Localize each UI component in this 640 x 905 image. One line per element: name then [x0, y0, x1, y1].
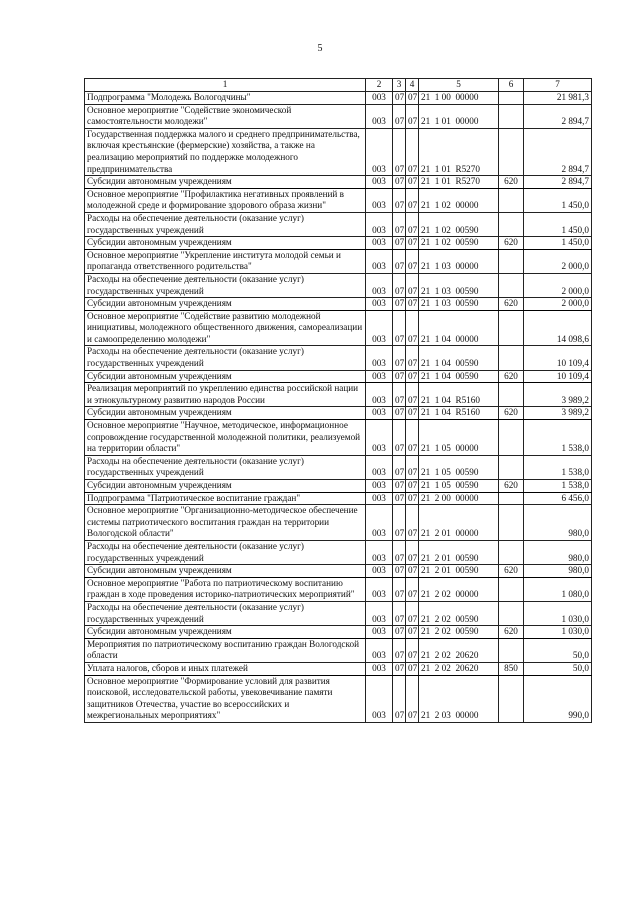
row-rz-cell: 07	[393, 104, 406, 128]
row-pr-cell: 07	[406, 420, 419, 456]
row-name-cell: Реализация мероприятий по укреплению единства российской нации и этнокультурному развитию народов России	[85, 383, 366, 407]
row-name-cell: Субсидии автономным учреждениям	[85, 176, 366, 189]
row-name-cell: Расходы на обеспечение деятельности (оказание услуг) государственных учреждений	[85, 212, 366, 236]
row-rz-cell: 07	[393, 492, 406, 505]
row-name-cell: Государственная поддержка малого и среднего предпринимательства, включая крестьянские (фермерские) хозяйства, а также на реализацию мероприятий по поддержке молодежного предпринимательства	[85, 128, 366, 175]
table-header	[85, 79, 592, 92]
row-amount-cell: 10 109,4	[524, 370, 592, 383]
table-row	[85, 505, 592, 541]
row-csr-cell: 21 2 01 00590	[419, 540, 499, 564]
row-grbs-cell: 003	[366, 407, 393, 420]
row-csr-cell: 21 2 02 00000	[419, 577, 499, 601]
table-row	[85, 237, 592, 250]
row-name-cell: Субсидии автономным учреждениям	[85, 370, 366, 383]
row-vr-cell	[499, 675, 524, 722]
row-vr-cell	[499, 92, 524, 105]
header-row	[85, 79, 592, 92]
row-amount-cell: 980,0	[524, 540, 592, 564]
row-name-cell: Подпрограмма "Патриотическое воспитание граждан"	[85, 492, 366, 505]
row-rz-cell: 07	[393, 505, 406, 541]
row-pr-cell: 07	[406, 565, 419, 578]
row-name-cell: Основное мероприятие "Организационно-методическое обеспечение системы патриотического воспитания граждан на территории Вологодской области"	[85, 505, 366, 541]
row-vr-cell	[499, 273, 524, 297]
row-grbs-cell: 003	[366, 505, 393, 541]
header-cell-grbs: 2	[366, 79, 393, 92]
row-vr-cell: 620	[499, 298, 524, 311]
row-amount-cell: 1 538,0	[524, 455, 592, 479]
row-name-cell: Основное мероприятие "Содействие развитию молодежной инициативы, молодежного общественного движения, самореализации и самоопределению молодежи"	[85, 310, 366, 346]
row-amount-cell: 2 894,7	[524, 176, 592, 189]
row-rz-cell: 07	[393, 638, 406, 662]
row-grbs-cell: 003	[366, 104, 393, 128]
row-rz-cell: 07	[393, 273, 406, 297]
row-vr-cell	[499, 420, 524, 456]
table-row	[85, 383, 592, 407]
row-vr-cell	[499, 128, 524, 175]
row-rz-cell: 07	[393, 480, 406, 493]
row-rz-cell: 07	[393, 420, 406, 456]
row-csr-cell: 21 1 01 00000	[419, 104, 499, 128]
table-row	[85, 407, 592, 420]
row-grbs-cell: 003	[366, 370, 393, 383]
header-cell-csr: 5	[419, 79, 499, 92]
row-vr-cell: 620	[499, 370, 524, 383]
table-row	[85, 188, 592, 212]
row-csr-cell: 21 1 04 R5160	[419, 407, 499, 420]
row-amount-cell: 1 450,0	[524, 188, 592, 212]
row-pr-cell: 07	[406, 675, 419, 722]
row-csr-cell: 21 2 00 00000	[419, 492, 499, 505]
row-rz-cell: 07	[393, 92, 406, 105]
row-grbs-cell: 003	[366, 455, 393, 479]
row-pr-cell: 07	[406, 298, 419, 311]
table-row	[85, 92, 592, 105]
row-vr-cell	[499, 104, 524, 128]
row-vr-cell	[499, 505, 524, 541]
row-amount-cell: 50,0	[524, 662, 592, 675]
row-csr-cell: 21 1 05 00000	[419, 420, 499, 456]
row-amount-cell: 50,0	[524, 638, 592, 662]
row-rz-cell: 07	[393, 383, 406, 407]
row-vr-cell	[499, 601, 524, 625]
table-row	[85, 128, 592, 175]
table-row	[85, 565, 592, 578]
budget-table	[84, 78, 592, 723]
row-vr-cell	[499, 310, 524, 346]
row-rz-cell: 07	[393, 626, 406, 639]
row-vr-cell	[499, 188, 524, 212]
row-grbs-cell: 003	[366, 420, 393, 456]
row-vr-cell: 620	[499, 480, 524, 493]
row-grbs-cell: 003	[366, 626, 393, 639]
row-name-cell: Основное мероприятие "Работа по патриотическому воспитанию граждан в ходе проведения историко-патриотических мероприятий"	[85, 577, 366, 601]
row-name-cell: Субсидии автономным учреждениям	[85, 407, 366, 420]
row-pr-cell: 07	[406, 638, 419, 662]
row-name-cell: Основное мероприятие "Формирование условий для развития поисковой, исследовательской работы, увековечивание памяти защитников Отечества, участие во всероссийских и межрегиональных мероприятиях"	[85, 675, 366, 722]
row-grbs-cell: 003	[366, 662, 393, 675]
row-name-cell: Основное мероприятие "Укрепление института молодой семьи и пропаганда ответственного родительства"	[85, 249, 366, 273]
row-amount-cell: 980,0	[524, 505, 592, 541]
row-pr-cell: 07	[406, 212, 419, 236]
header-cell-name: 1	[85, 79, 366, 92]
row-csr-cell: 21 2 03 00000	[419, 675, 499, 722]
row-rz-cell: 07	[393, 310, 406, 346]
table-row	[85, 212, 592, 236]
row-vr-cell: 620	[499, 565, 524, 578]
row-rz-cell: 07	[393, 540, 406, 564]
row-vr-cell	[499, 577, 524, 601]
row-amount-cell: 10 109,4	[524, 346, 592, 370]
row-pr-cell: 07	[406, 104, 419, 128]
row-vr-cell	[499, 346, 524, 370]
table-row	[85, 420, 592, 456]
row-rz-cell: 07	[393, 407, 406, 420]
row-vr-cell	[499, 540, 524, 564]
page-number: 5	[317, 43, 323, 54]
row-vr-cell: 620	[499, 626, 524, 639]
row-amount-cell: 1 450,0	[524, 237, 592, 250]
row-pr-cell: 07	[406, 237, 419, 250]
row-csr-cell: 21 1 04 00590	[419, 346, 499, 370]
row-amount-cell: 2 000,0	[524, 249, 592, 273]
row-pr-cell: 07	[406, 346, 419, 370]
row-rz-cell: 07	[393, 370, 406, 383]
row-vr-cell	[499, 492, 524, 505]
row-pr-cell: 07	[406, 92, 419, 105]
row-grbs-cell: 003	[366, 310, 393, 346]
table-row	[85, 370, 592, 383]
row-grbs-cell: 003	[366, 540, 393, 564]
row-name-cell: Уплата налогов, сборов и иных платежей	[85, 662, 366, 675]
row-csr-cell: 21 2 02 00590	[419, 626, 499, 639]
row-grbs-cell: 003	[366, 92, 393, 105]
row-amount-cell: 1 450,0	[524, 212, 592, 236]
row-amount-cell: 2 894,7	[524, 104, 592, 128]
row-grbs-cell: 003	[366, 212, 393, 236]
table-row	[85, 626, 592, 639]
row-rz-cell: 07	[393, 298, 406, 311]
row-vr-cell: 620	[499, 407, 524, 420]
row-rz-cell: 07	[393, 128, 406, 175]
row-vr-cell	[499, 383, 524, 407]
header-cell-amount: 7	[524, 79, 592, 92]
row-pr-cell: 07	[406, 505, 419, 541]
row-name-cell: Основное мероприятие "Научное, методическое, информационное сопровождение государственной молодежной политики, реализуемой на территории области"	[85, 420, 366, 456]
table-row	[85, 310, 592, 346]
row-rz-cell: 07	[393, 346, 406, 370]
row-name-cell: Расходы на обеспечение деятельности (оказание услуг) государственных учреждений	[85, 346, 366, 370]
row-amount-cell: 980,0	[524, 565, 592, 578]
row-rz-cell: 07	[393, 188, 406, 212]
row-pr-cell: 07	[406, 310, 419, 346]
row-vr-cell	[499, 212, 524, 236]
row-vr-cell: 620	[499, 237, 524, 250]
table-row	[85, 601, 592, 625]
table-row	[85, 273, 592, 297]
row-pr-cell: 07	[406, 455, 419, 479]
row-csr-cell: 21 2 02 00590	[419, 601, 499, 625]
row-csr-cell: 21 2 02 20620	[419, 638, 499, 662]
row-name-cell: Основное мероприятие "Профилактика негативных проявлений в молодежной среде и формирование здорового образа жизни"	[85, 188, 366, 212]
row-csr-cell: 21 1 00 00000	[419, 92, 499, 105]
row-name-cell: Субсидии автономным учреждениям	[85, 480, 366, 493]
table-row	[85, 104, 592, 128]
table-row	[85, 298, 592, 311]
row-csr-cell: 21 1 04 00590	[419, 370, 499, 383]
row-pr-cell: 07	[406, 480, 419, 493]
row-rz-cell: 07	[393, 662, 406, 675]
row-rz-cell: 07	[393, 601, 406, 625]
row-amount-cell: 2 894,7	[524, 128, 592, 175]
row-csr-cell: 21 2 02 20620	[419, 662, 499, 675]
row-name-cell: Субсидии автономным учреждениям	[85, 237, 366, 250]
table-row	[85, 492, 592, 505]
row-vr-cell	[499, 455, 524, 479]
row-amount-cell: 2 000,0	[524, 273, 592, 297]
row-amount-cell: 1 080,0	[524, 577, 592, 601]
row-pr-cell: 07	[406, 128, 419, 175]
row-amount-cell: 6 456,0	[524, 492, 592, 505]
row-csr-cell: 21 1 05 00590	[419, 480, 499, 493]
row-pr-cell: 07	[406, 601, 419, 625]
table-row	[85, 577, 592, 601]
row-pr-cell: 07	[406, 370, 419, 383]
row-csr-cell: 21 1 04 00000	[419, 310, 499, 346]
row-rz-cell: 07	[393, 176, 406, 189]
row-amount-cell: 1 538,0	[524, 480, 592, 493]
row-pr-cell: 07	[406, 407, 419, 420]
row-pr-cell: 07	[406, 188, 419, 212]
header-cell-vr: 6	[499, 79, 524, 92]
row-pr-cell: 07	[406, 176, 419, 189]
row-csr-cell: 21 2 01 00000	[419, 505, 499, 541]
row-csr-cell: 21 1 01 R5270	[419, 128, 499, 175]
row-pr-cell: 07	[406, 577, 419, 601]
row-name-cell: Расходы на обеспечение деятельности (оказание услуг) государственных учреждений	[85, 601, 366, 625]
row-name-cell: Подпрограмма "Молодежь Вологодчины"	[85, 92, 366, 105]
row-amount-cell: 990,0	[524, 675, 592, 722]
row-name-cell: Субсидии автономным учреждениям	[85, 298, 366, 311]
row-name-cell: Основное мероприятие "Содействие экономической самостоятельности молодежи"	[85, 104, 366, 128]
row-vr-cell: 850	[499, 662, 524, 675]
table-row	[85, 480, 592, 493]
row-amount-cell: 1 538,0	[524, 420, 592, 456]
row-grbs-cell: 003	[366, 675, 393, 722]
row-grbs-cell: 003	[366, 638, 393, 662]
row-grbs-cell: 003	[366, 128, 393, 175]
row-vr-cell	[499, 249, 524, 273]
row-vr-cell: 620	[499, 176, 524, 189]
row-csr-cell: 21 1 01 R5270	[419, 176, 499, 189]
row-rz-cell: 07	[393, 455, 406, 479]
row-csr-cell: 21 1 05 00590	[419, 455, 499, 479]
row-amount-cell: 1 030,0	[524, 601, 592, 625]
row-grbs-cell: 003	[366, 346, 393, 370]
row-grbs-cell: 003	[366, 249, 393, 273]
table-row	[85, 638, 592, 662]
row-pr-cell: 07	[406, 662, 419, 675]
row-csr-cell: 21 1 02 00000	[419, 188, 499, 212]
row-rz-cell: 07	[393, 249, 406, 273]
row-pr-cell: 07	[406, 273, 419, 297]
row-name-cell: Расходы на обеспечение деятельности (оказание услуг) государственных учреждений	[85, 540, 366, 564]
row-rz-cell: 07	[393, 577, 406, 601]
row-grbs-cell: 003	[366, 298, 393, 311]
row-name-cell: Субсидии автономным учреждениям	[85, 565, 366, 578]
header-cell-rz: 3	[393, 79, 406, 92]
row-csr-cell: 21 1 02 00590	[419, 212, 499, 236]
header-cell-pr: 4	[406, 79, 419, 92]
row-csr-cell: 21 1 03 00590	[419, 273, 499, 297]
row-name-cell: Расходы на обеспечение деятельности (оказание услуг) государственных учреждений	[85, 455, 366, 479]
row-name-cell: Мероприятия по патриотическому воспитанию граждан Вологодской области	[85, 638, 366, 662]
row-grbs-cell: 003	[366, 237, 393, 250]
row-name-cell: Субсидии автономным учреждениям	[85, 626, 366, 639]
row-csr-cell: 21 1 03 00590	[419, 298, 499, 311]
row-amount-cell: 14 098,6	[524, 310, 592, 346]
row-rz-cell: 07	[393, 237, 406, 250]
row-grbs-cell: 003	[366, 176, 393, 189]
row-pr-cell: 07	[406, 383, 419, 407]
row-name-cell: Расходы на обеспечение деятельности (оказание услуг) государственных учреждений	[85, 273, 366, 297]
row-amount-cell: 1 030,0	[524, 626, 592, 639]
table-row	[85, 540, 592, 564]
row-grbs-cell: 003	[366, 188, 393, 212]
table-row	[85, 662, 592, 675]
row-rz-cell: 07	[393, 675, 406, 722]
table-row	[85, 346, 592, 370]
row-grbs-cell: 003	[366, 273, 393, 297]
row-csr-cell: 21 1 02 00590	[419, 237, 499, 250]
row-pr-cell: 07	[406, 492, 419, 505]
row-grbs-cell: 003	[366, 480, 393, 493]
row-amount-cell: 2 000,0	[524, 298, 592, 311]
row-grbs-cell: 003	[366, 492, 393, 505]
row-csr-cell: 21 2 01 00590	[419, 565, 499, 578]
row-grbs-cell: 003	[366, 565, 393, 578]
row-rz-cell: 07	[393, 212, 406, 236]
row-pr-cell: 07	[406, 540, 419, 564]
row-amount-cell: 3 989,2	[524, 407, 592, 420]
row-pr-cell: 07	[406, 626, 419, 639]
row-amount-cell: 21 981,3	[524, 92, 592, 105]
row-csr-cell: 21 1 03 00000	[419, 249, 499, 273]
table-row	[85, 249, 592, 273]
row-grbs-cell: 003	[366, 601, 393, 625]
row-grbs-cell: 003	[366, 577, 393, 601]
row-rz-cell: 07	[393, 565, 406, 578]
row-vr-cell	[499, 638, 524, 662]
row-csr-cell: 21 1 04 R5160	[419, 383, 499, 407]
table-row	[85, 675, 592, 722]
table-row	[85, 176, 592, 189]
row-amount-cell: 3 989,2	[524, 383, 592, 407]
table-row	[85, 455, 592, 479]
row-pr-cell: 07	[406, 249, 419, 273]
table-body	[85, 92, 592, 723]
row-grbs-cell: 003	[366, 383, 393, 407]
